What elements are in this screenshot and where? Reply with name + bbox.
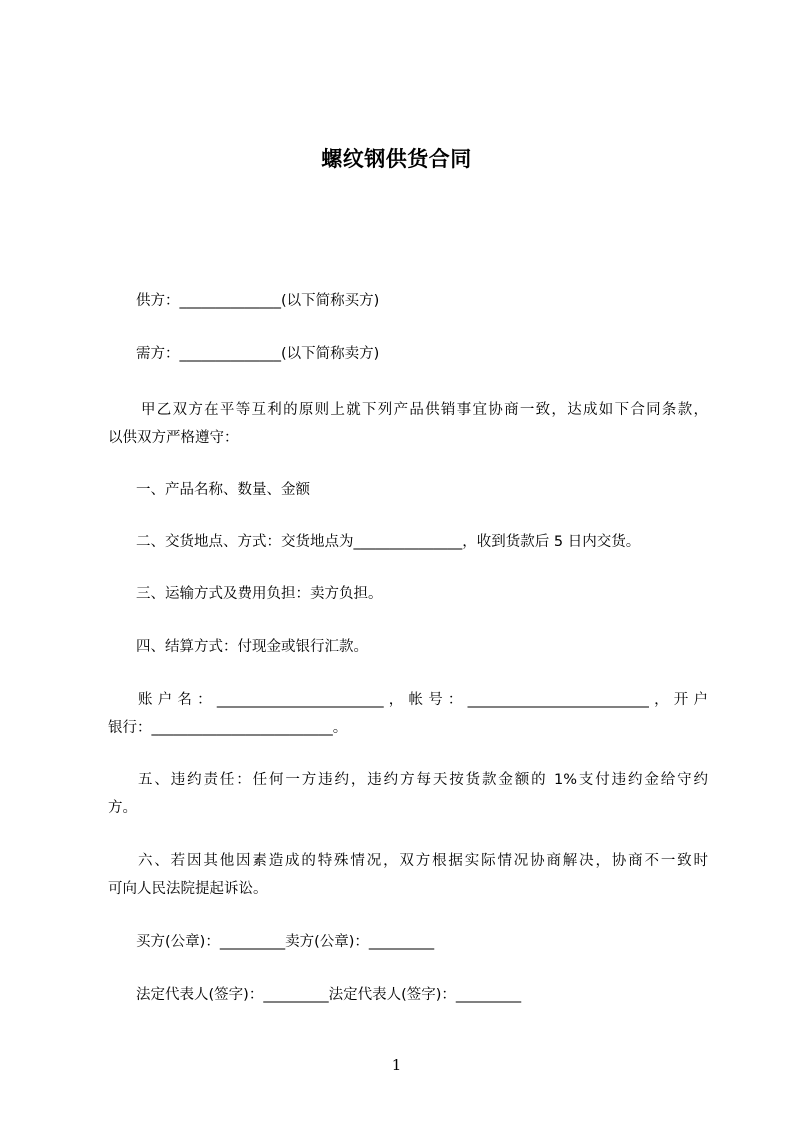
demander-line: 需方：______________(以下简称卖方) (136, 346, 380, 362)
account-paragraph (108, 684, 708, 744)
account-line-2: 银行：_________________________。 (108, 720, 348, 736)
clause-6-line-2: 可向人民法院提起诉讼。 (108, 881, 268, 897)
clause-6-paragraph (108, 845, 708, 905)
intro-paragraph (108, 394, 708, 454)
page-number: 1 (391, 1056, 402, 1074)
supplier-line: 供方：______________(以下简称买方) (136, 293, 380, 309)
account-line-1: 账户名：_______________________，帐号：_________________________，开户 (138, 692, 708, 708)
clause-2: 二、交货地点、方式：交货地点为_______________，收到货款后 5 日内交货。 (136, 534, 641, 550)
intro-line-2: 以供双方严格遵守： (108, 430, 239, 446)
clause-5-line-2: 方。 (108, 800, 137, 816)
clause-4: 四、结算方式：付现金或银行汇款。 (136, 639, 368, 655)
document-title: 螺纹钢供货合同 (321, 147, 472, 171)
signature-line: 法定代表人(签字)：_________法定代表人(签字)：_________ (136, 987, 522, 1003)
intro-line-1: 甲乙双方在平等互利的原则上就下列产品供销事宜协商一致，达成如下合同条款， (141, 402, 708, 418)
clause-5-line-1: 五、违约责任：任何一方违约，违约方每天按货款金额的 1%支付违约金给守约 (138, 772, 708, 788)
clause-5-paragraph (108, 764, 708, 824)
clause-3: 三、运输方式及费用负担：卖方负担。 (136, 586, 383, 602)
clause-1: 一、产品名称、数量、金额 (136, 482, 310, 498)
seal-line: 买方(公章)：_________卖方(公章)：_________ (136, 934, 435, 950)
clause-6-line-1: 六、若因其他因素造成的特殊情况，双方根据实际情况协商解决，协商不一致时 (138, 853, 708, 869)
